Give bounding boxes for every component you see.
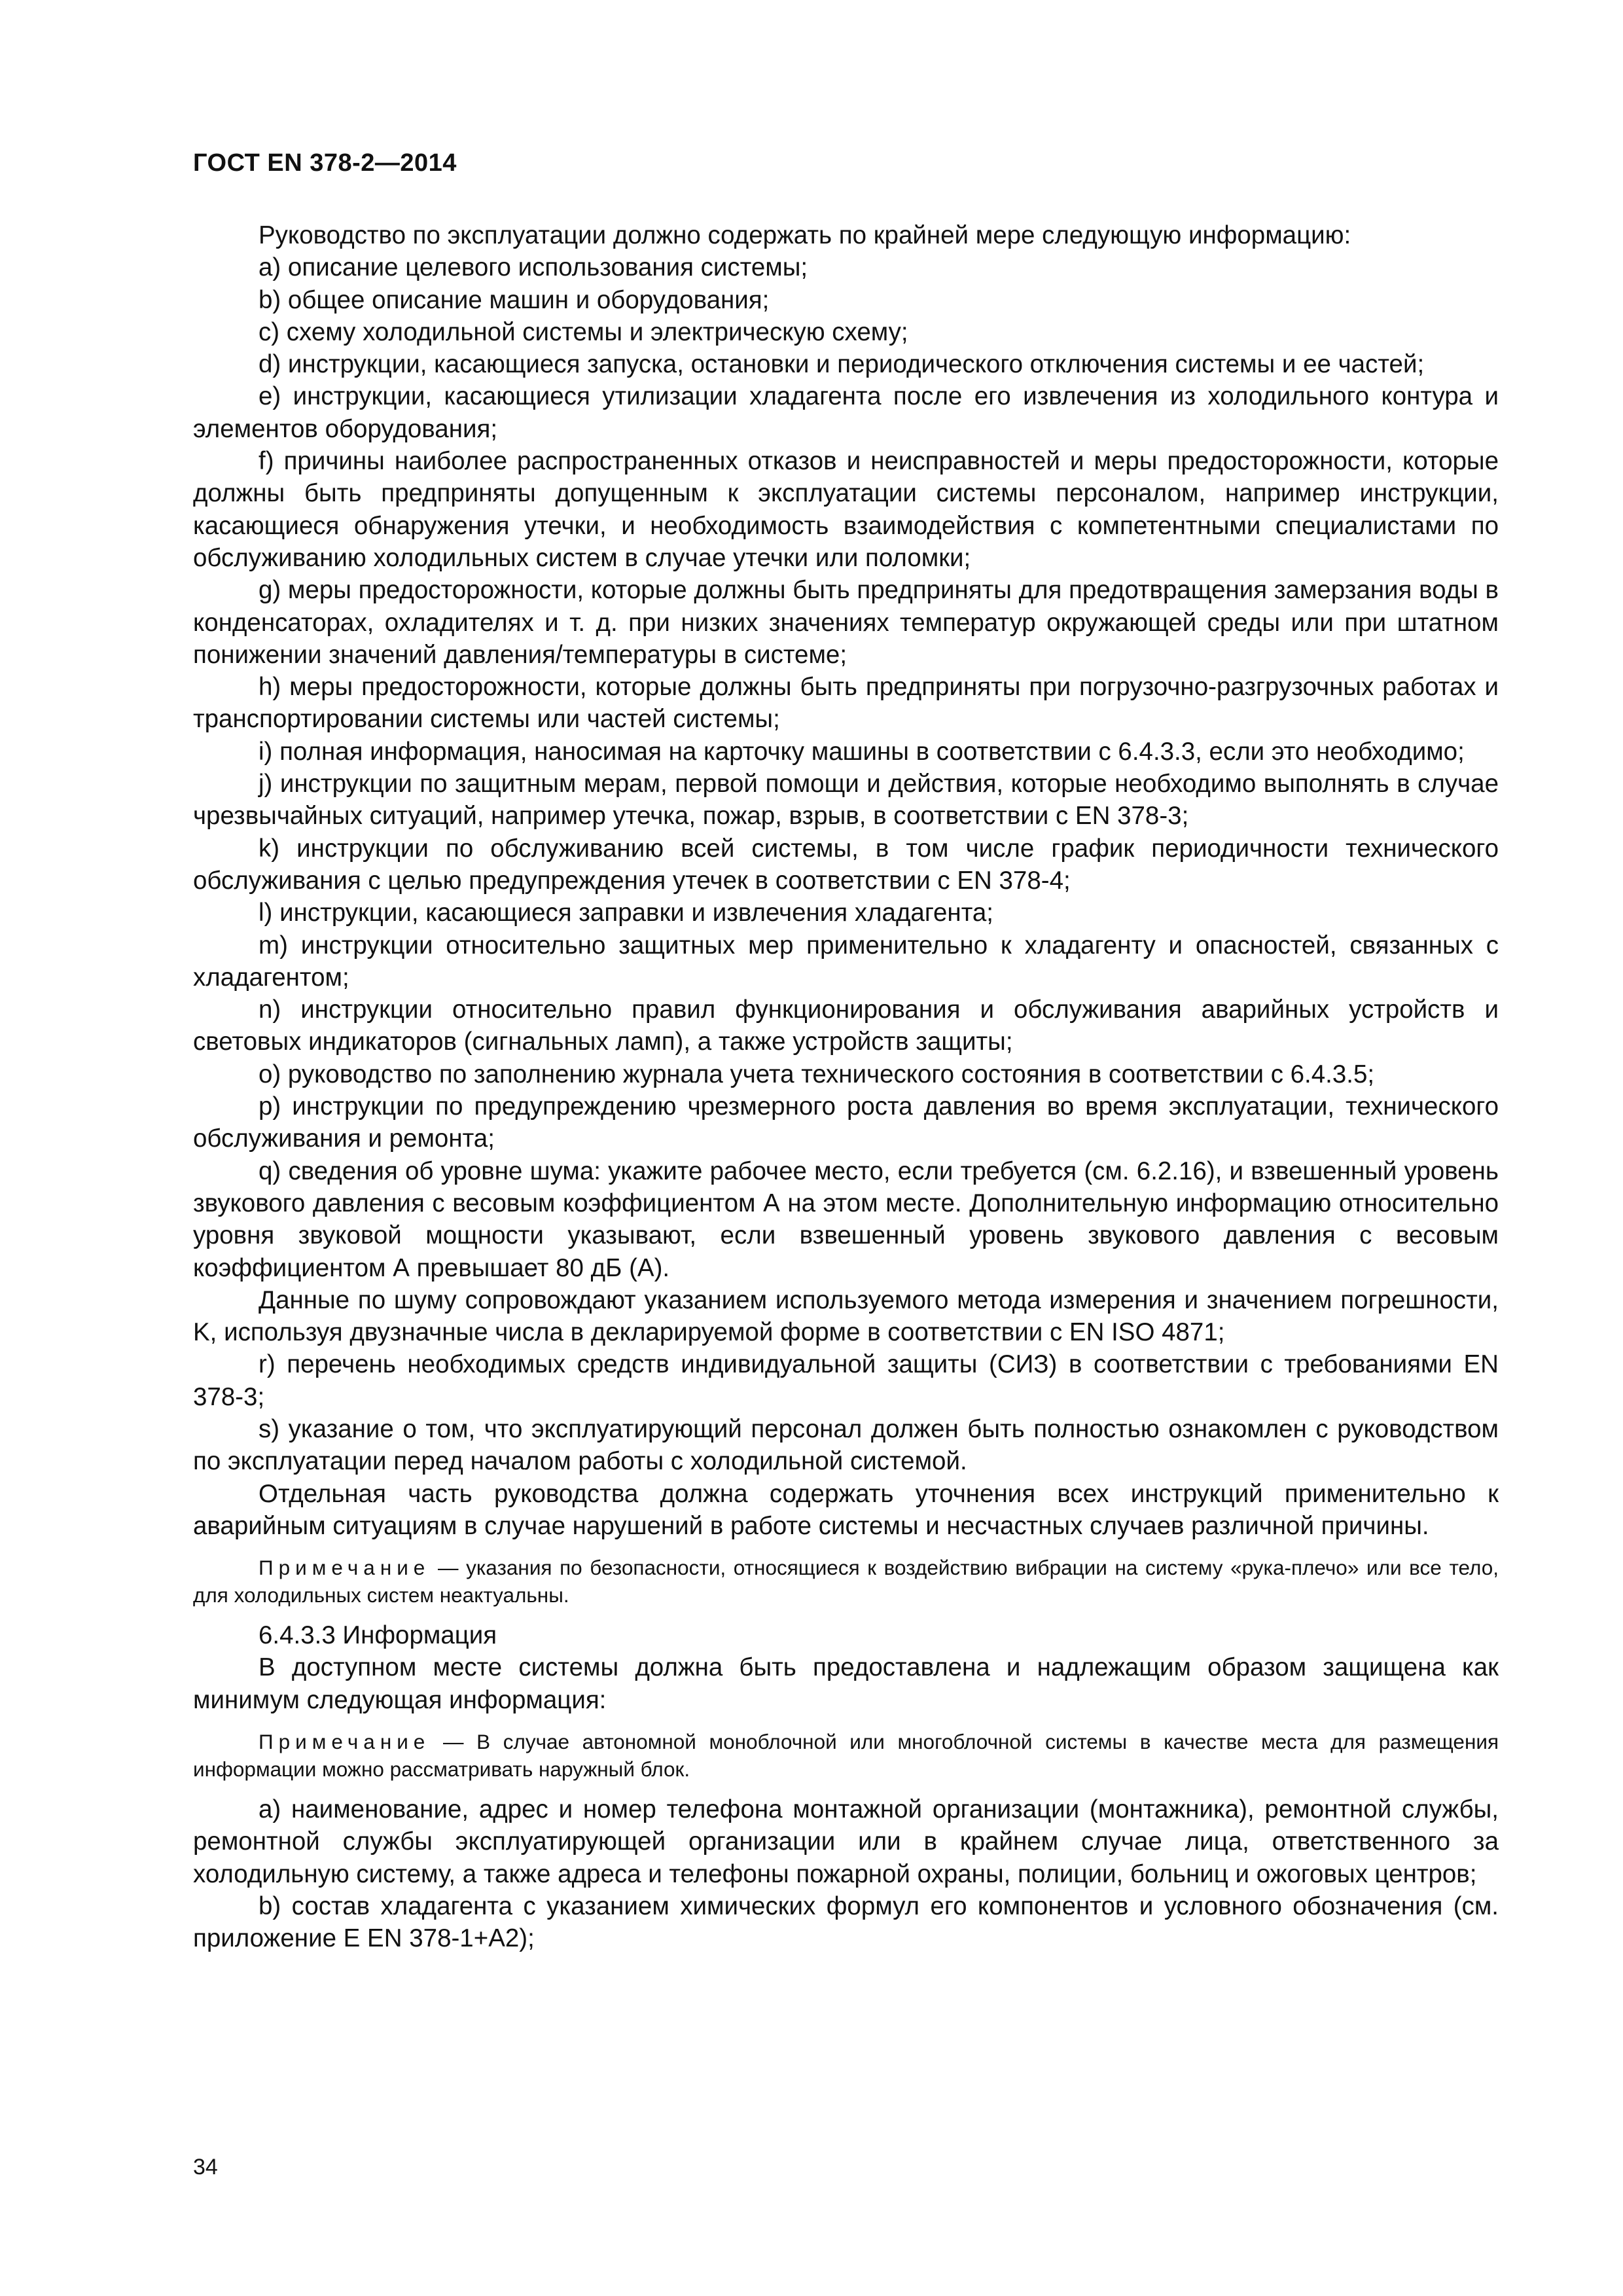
list-item: r) перечень необходимых средств индивидуальной защиты (СИЗ) в соответствии с требованиями EN 378-3; (193, 1350, 1499, 1411)
list-item: a) наименование, адрес и номер телефона монтажной организации (монтажника), ремонтной службы, ремонтной службы эксплуатирующей организации или в крайнем случае лица, ответственного за холодильную систему, а также адреса и телефоны пожарной охраны, полиции, больниц и ожоговых центров; (193, 1795, 1499, 1888)
list-item: i) полная информация, наносимая на карточку машины в соответствии с 6.4.3.3, если это необходимо; (259, 737, 1465, 766)
list-item: b) общее описание машин и оборудования; (259, 285, 770, 314)
paragraph: В доступном месте системы должна быть предоставлена и надлежащим образом защищена как минимум следующая информация: (193, 1653, 1499, 1714)
page-number: 34 (193, 2155, 218, 2179)
document-header: ГОСТ EN 378-2—2014 (193, 149, 457, 177)
list-item: e) инструкции, касающиеся утилизации хладагента после его извлечения из холодильного контура и элементов оборудования; (193, 382, 1499, 443)
list-item: q) сведения об уровне шума: укажите рабочее место, если требуется (см. 6.2.16), и взвешенный уровень звукового давления с весовым коэффициентом А на этом месте. Дополнительную информацию относительно уровня звуковой мощности указывают, если взвешенный уровень звукового давления с весовым коэффициентом А превышает 80 дБ (А). (193, 1157, 1499, 1282)
list-item: s) указание о том, что эксплуатирующий персонал должен быть полностью ознакомлен с руководством по эксплуатации перед началом работы с холодильной системой. (193, 1414, 1499, 1476)
list-item: l) инструкции, касающиеся заправки и извлечения хладагента; (259, 899, 994, 927)
list-item: g) меры предосторожности, которые должны быть предприняты для предотвращения замерзания воды в конденсаторах, охладителях и т. д. при низких значениях температур окружающей среды или при штатном понижении значений давления/температуры в системе; (193, 576, 1499, 669)
note-label: Примечание (259, 1556, 431, 1580)
note (193, 1554, 1499, 1609)
list-item: h) меры предосторожности, которые должны быть предприняты при погрузочно-разгрузочных работах и транспортировании системы или частей системы; (193, 673, 1499, 734)
note-text: — указания по безопасности, относящиеся к воздействию вибрации на систему «рука-плечо» или все тело, для холодильных систем неактуальны. (193, 1556, 1499, 1607)
list-item: j) инструкции по защитным мерам, первой помощи и действия, которые необходимо выполнять в случае чрезвычайных ситуаций, например утечка, пожар, взрыв, в соответствии с EN 378-3; (193, 770, 1499, 831)
list-item: n) инструкции относительно правил функционирования и обслуживания аварийных устройств и световых индикаторов (сигнальных ламп), а также устройств защиты; (193, 996, 1499, 1056)
section-title: 6.4.3.3 Информация (259, 1621, 497, 1650)
list-item: p) инструкции по предупреждению чрезмерного роста давления во время эксплуатации, технического обслуживания и ремонта; (193, 1092, 1499, 1153)
list-item: f) причины наиболее распространенных отказов и неисправностей и меры предосторожности, которые должны быть предприняты допущенным к эксплуатации системы персоналом, например инструкции, касающиеся обнаружения утечки, и необходимость взаимодействия с компетентными специалистами по обслуживанию холодильных систем в случае утечки или поломки; (193, 447, 1499, 572)
note-label: Примечание (259, 1730, 431, 1754)
list-item: o) руководство по заполнению журнала учета технического состояния в соответствии с 6.4.3.5; (259, 1060, 1375, 1088)
list-item: d) инструкции, касающиеся запуска, остановки и периодического отключения системы и ее частей; (259, 350, 1425, 379)
document-body (193, 219, 1499, 1955)
paragraph: Отдельная часть руководства должна содержать уточнения всех инструкций применительно к аварийным ситуациям в случае нарушений в работе системы и несчастных случаев различной причины. (193, 1479, 1499, 1540)
list-item: a) описание целевого использования системы; (259, 253, 808, 282)
paragraph: Руководство по эксплуатации должно содержать по крайней мере следующую информацию: (259, 221, 1351, 249)
list-item: m) инструкции относительно защитных мер применительно к хладагенту и опасностей, связанных с хладагентом; (193, 931, 1499, 992)
note-text: — В случае автономной моноблочной или многоблочной системы в качестве места для размещения информации можно рассматривать наружный блок. (193, 1730, 1499, 1782)
paragraph: Данные по шуму сопровождают указанием используемого метода измерения и значением погрешности, K, используя двузначные числа в декларируемой форме в соответствии с EN ISO 4871; (193, 1285, 1499, 1347)
list-item: c) схему холодильной системы и электрическую схему; (259, 317, 908, 346)
list-item: k) инструкции по обслуживанию всей системы, в том числе график периодичности технического обслуживания с целью предупреждения утечек в соответствии с EN 378-4; (193, 834, 1499, 895)
note (193, 1728, 1499, 1783)
list-item: b) состав хладагента с указанием химических формул его компонентов и условного обозначения (см. приложение E EN 378-1+A2); (193, 1892, 1499, 1953)
